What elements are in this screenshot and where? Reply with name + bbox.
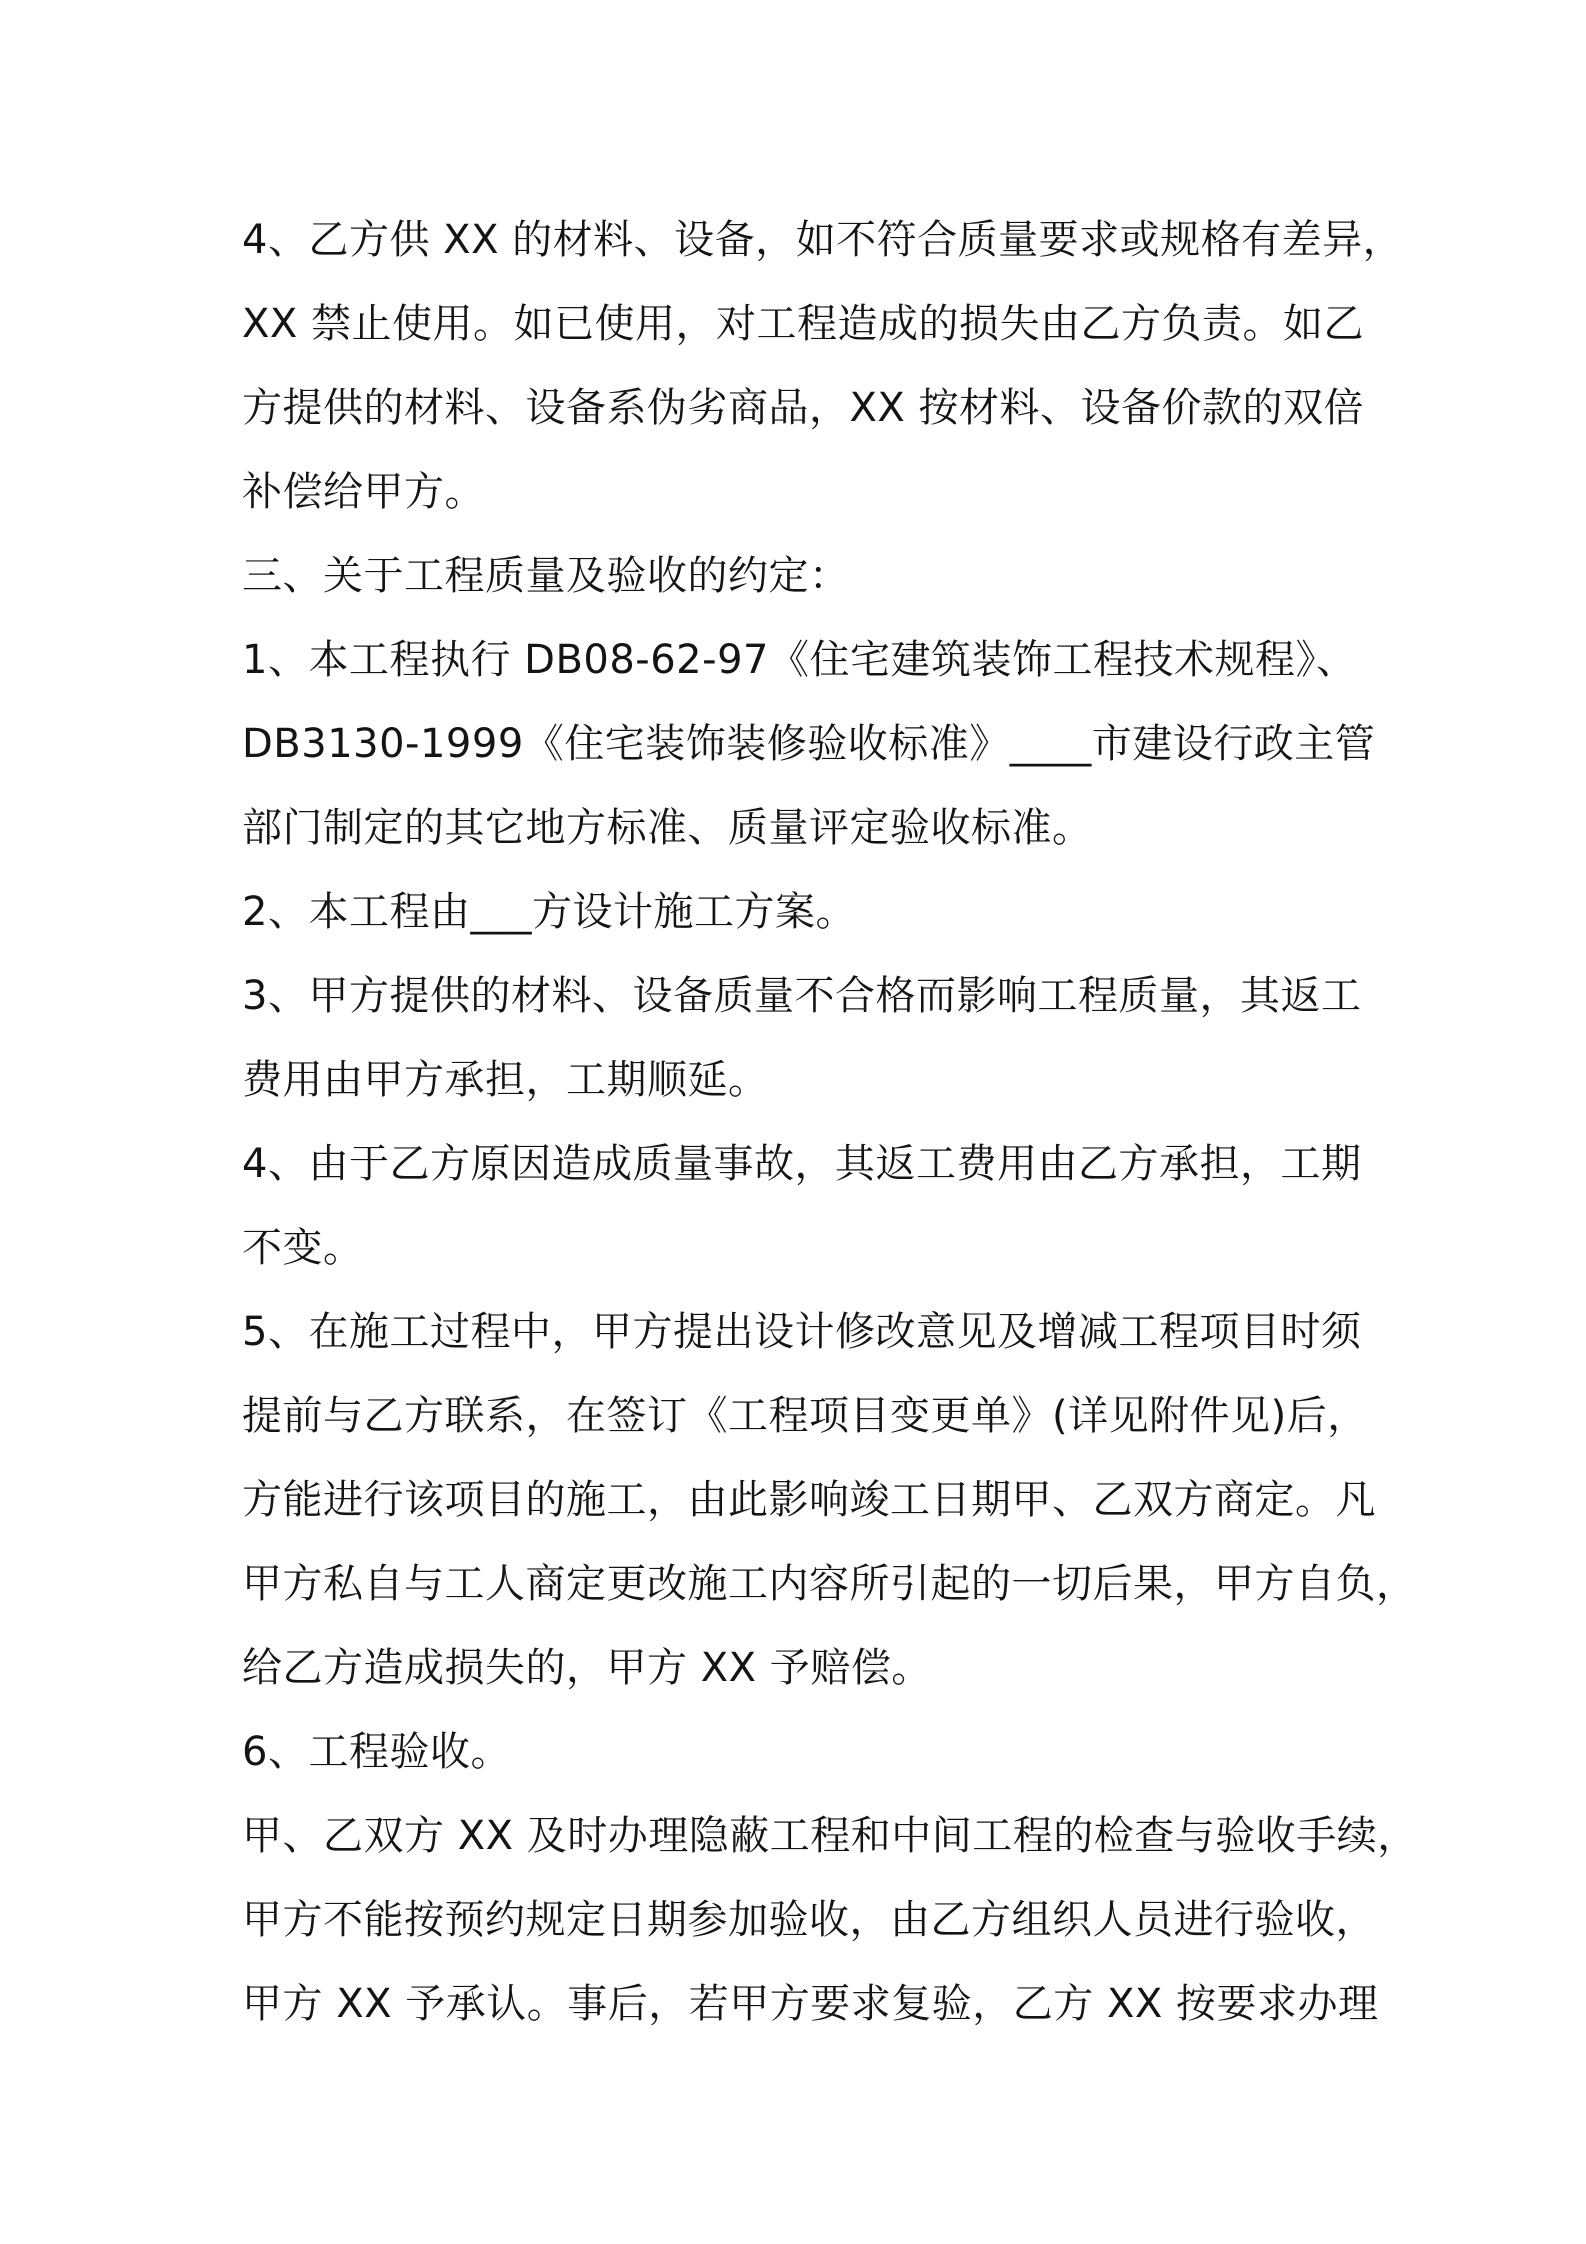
text-line: 给乙方造成损失的，甲方 XX 予赔偿。 — [242, 1645, 932, 1691]
section-heading: 三、关于工程质量及验收的约定： — [242, 553, 850, 599]
text-line: 1、本工程执行 DB08-62-97《住宅建筑装饰工程技术规程》、 — [242, 637, 1357, 683]
text-line: 甲方不能按预约规定日期参加验收，由乙方组织人员进行验收， — [242, 1897, 1376, 1943]
text-line: 6、工程验收。 — [242, 1729, 511, 1775]
text-line: 不变。 — [242, 1225, 364, 1271]
text-line: 甲方 XX 予承认。事后，若甲方要求复验，乙方 XX 按要求办理 — [242, 1981, 1379, 2027]
text-line: 部门制定的其它地方标准、质量评定验收标准。 — [242, 805, 1093, 851]
text-line: 甲方私自与工人商定更改施工内容所引起的一切后果，甲方自负， — [242, 1561, 1417, 1607]
text-line: 4、由于乙方原因造成质量事故，其返工费用由乙方承担，工期 — [242, 1141, 1362, 1187]
text-line: 甲、乙双方 XX 及时办理隐蔽工程和中间工程的检查与验收手续， — [242, 1813, 1418, 1859]
text-line: 5、在施工过程中，甲方提出设计修改意见及增减工程项目时须 — [242, 1309, 1362, 1355]
text-line: 方能进行该项目的施工，由此影响竣工日期甲、乙双方商定。凡 — [242, 1477, 1376, 1523]
text-line: 2、本工程由___方设计施工方案。 — [242, 889, 856, 935]
text-line: 补偿给甲方。 — [242, 469, 485, 515]
document-body — [242, 198, 1418, 2046]
text-line: 费用由甲方承担，工期顺延。 — [242, 1057, 769, 1103]
text-line: 方提供的材料、设备系伪劣商品，XX 按材料、设备价款的双倍 — [242, 385, 1365, 431]
text-line: 4、乙方供 XX 的材料、设备，如不符合质量要求或规格有差异， — [242, 217, 1404, 263]
text-line: 提前与乙方联系，在签订《工程项目变更单》(详见附件见)后， — [242, 1393, 1368, 1439]
text-line: 3、甲方提供的材料、设备质量不合格而影响工程质量，其返工 — [242, 973, 1362, 1019]
text-line: DB3130-1999《住宅装饰装修验收标准》____市建设行政主管 — [242, 721, 1376, 767]
text-line: XX 禁止使用。如已使用，对工程造成的损失由乙方负责。如乙 — [242, 301, 1365, 347]
